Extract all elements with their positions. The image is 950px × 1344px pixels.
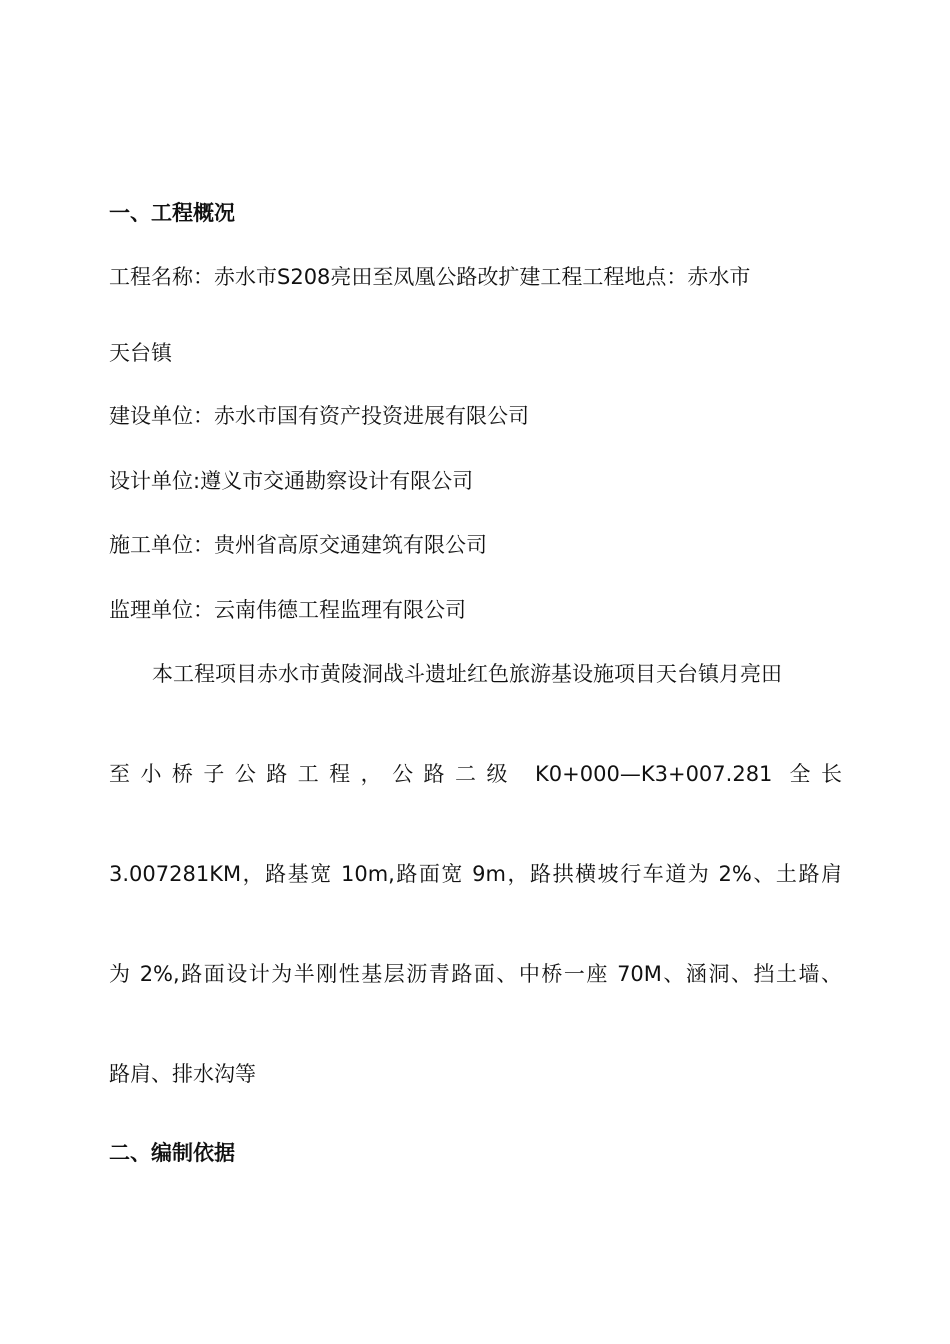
paragraph-line-1: 本工程项目赤水市黄陵洞战斗遗址红色旅游基设施项目天台镇月亮田 [152,662,782,686]
paragraph-line-2: 至小桥子公路工程，公路二级 K0+000—K3+007.281 全长 [109,762,842,786]
supervisor-line: 监理单位：云南伟德工程监理有限公司 [109,598,466,622]
paragraph-line-5: 路肩、排水沟等 [109,1062,256,1086]
section-heading-basis: 二、编制依据 [109,1141,235,1165]
section-heading-overview: 一、工程概况 [109,201,235,225]
paragraph-line-4: 为 2%,路面设计为半刚性基层沥青路面、中桥一座 70M、涵洞、挡土墙、 [109,962,842,986]
project-name-line-1: 工程名称：赤水市S208亮田至凤凰公路改扩建工程工程地点：赤水市 [109,265,751,289]
project-name-line-2: 天台镇 [109,341,172,365]
owner-line: 建设单位：赤水市国有资产投资进展有限公司 [109,404,529,428]
paragraph-line-3: 3.007281KM，路基宽 10m,路面宽 9m，路拱横坡行车道为 2%、土路肩 [109,862,842,886]
contractor-line: 施工单位：贵州省高原交通建筑有限公司 [109,533,487,557]
designer-line: 设计单位:遵义市交通勘察设计有限公司 [109,469,474,493]
